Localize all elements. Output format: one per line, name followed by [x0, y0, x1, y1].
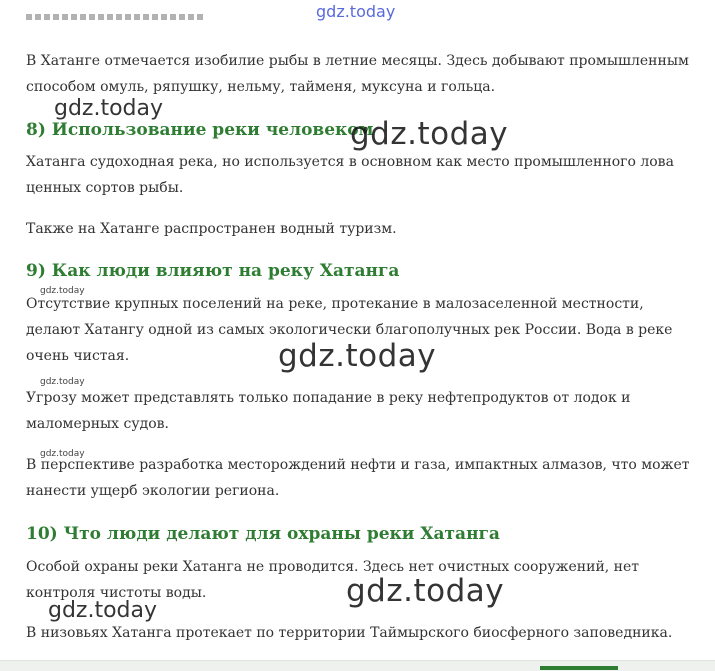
watermark: gdz.today	[48, 598, 158, 623]
paragraph-shipping: Хатанга судоходная река, но используется в основном как место промышленного лова ценных сортов рыбы.	[26, 154, 674, 196]
cut-off-text-line	[26, 14, 206, 20]
watermark: gdz.today	[350, 116, 509, 152]
heading-section-10: 10) Что люди делают для охраны реки Хатанга	[26, 524, 500, 544]
watermark: gdz.today	[54, 96, 164, 121]
watermark: gdz.today	[40, 377, 85, 387]
paragraph-fish: В Хатанге отмечается изобилие рыбы в летние месяцы. Здесь добывают промышленным способом омуль, ряпушку, нельму, тайменя, муксуна и гольца.	[26, 53, 689, 95]
watermark: gdz.today	[40, 286, 85, 296]
bottom-accent-bar	[540, 666, 618, 670]
heading-section-8: 8) Использование реки человеком	[26, 120, 374, 140]
paragraph-future: В перспективе разработка месторождений нефти и газа, импактных алмазов, что может нанести ущерб экологии региона.	[26, 457, 690, 499]
watermark: gdz.today	[278, 338, 437, 374]
heading-section-9: 9) Как люди влияют на реку Хатанга	[26, 261, 400, 281]
paragraph-threat: Угрозу может представлять только попадание в реку нефтепродуктов от лодок и маломерных судов.	[26, 390, 631, 432]
paragraph-tourism: Также на Хатанге распространен водный туризм.	[26, 221, 397, 237]
paragraph-protection: Особой охраны реки Хатанга не проводится. Здесь нет очистных сооружений, нет контроля чистоты воды.	[26, 559, 640, 601]
watermark: gdz.today	[346, 573, 505, 609]
paragraph-clean: Отсутствие крупных поселений на реке, протекание в малозаселенной местности, делают Хатангу одной из самых экологически благополучных рек России. Вода в реке очень чистая.	[26, 296, 673, 364]
paragraph-reserve: В низовьях Хатанга протекает по территории Таймырского биосферного заповедника.	[26, 625, 673, 641]
watermark: gdz.today	[40, 449, 85, 459]
watermark-top: gdz.today	[316, 2, 396, 21]
